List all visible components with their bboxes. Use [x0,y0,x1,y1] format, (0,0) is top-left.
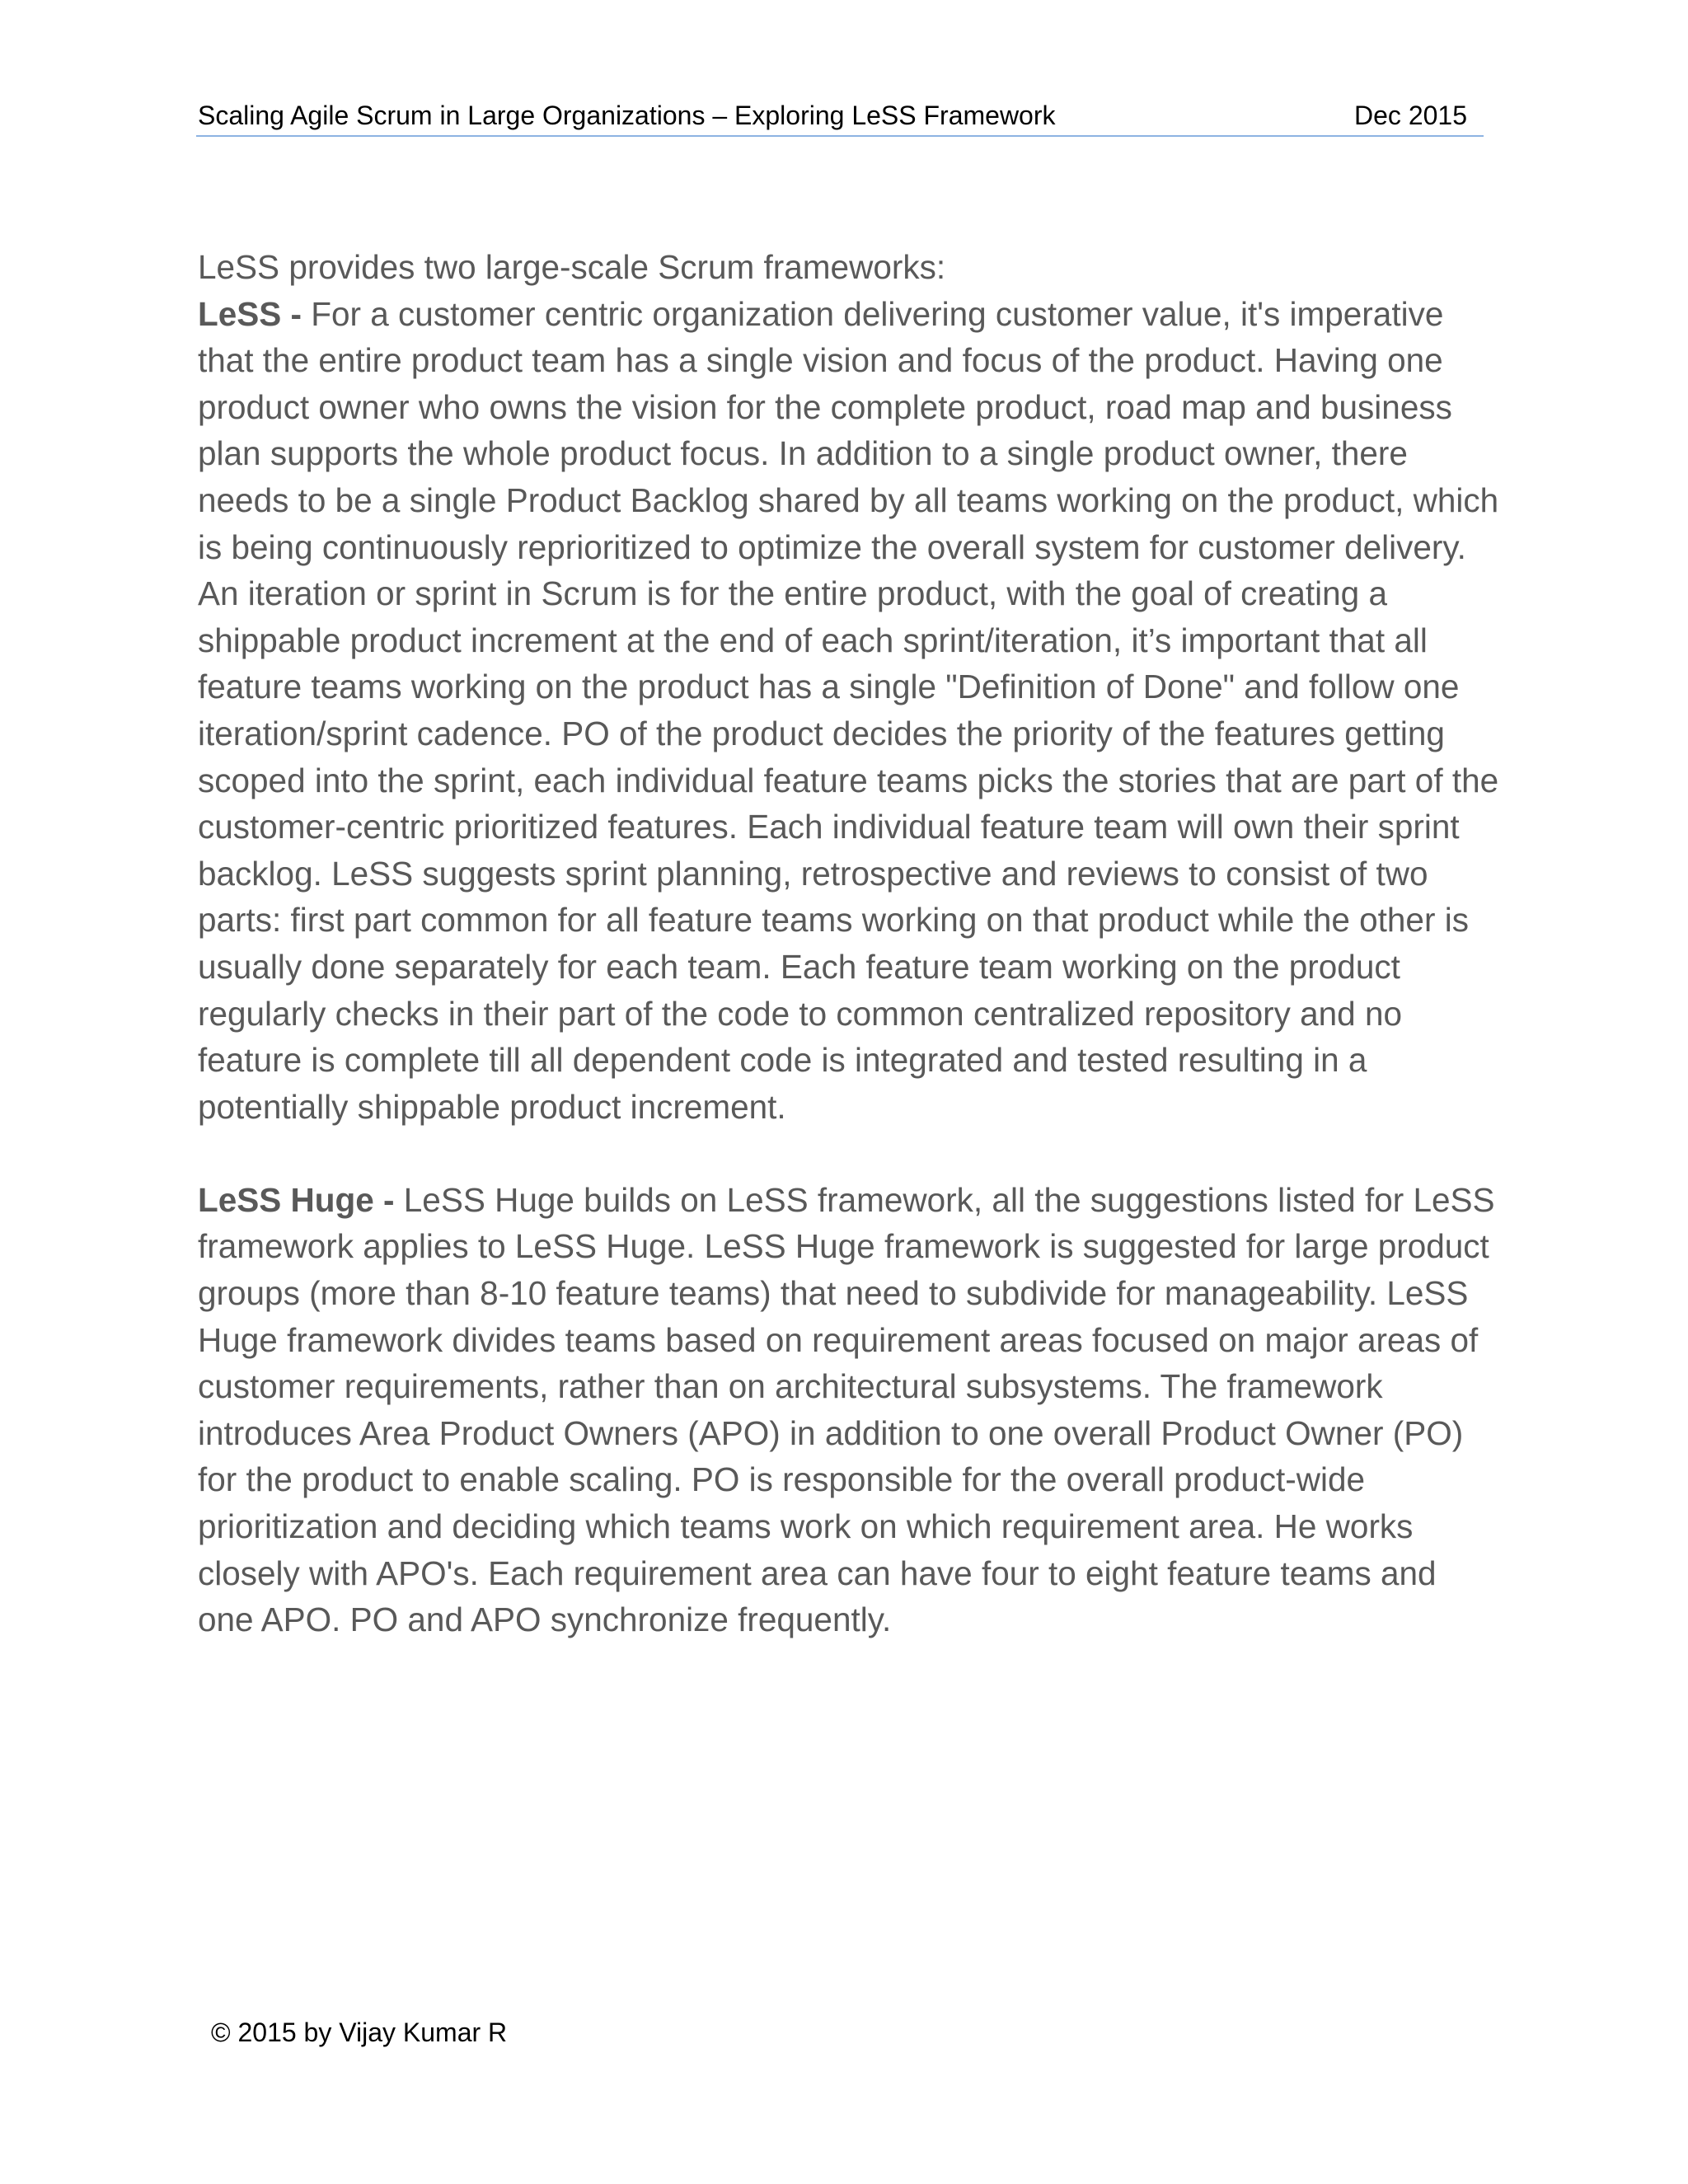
page-header [196,97,1484,137]
document-body [198,244,1500,1643]
header-date: Dec 2015 [1354,101,1467,130]
intro-paragraph: LeSS provides two large-scale Scrum frameworks: [198,248,946,286]
less-term: LeSS - [198,294,302,333]
header-title: Scaling Agile Scrum in Large Organizations – Exploring LeSS Framework [198,101,1056,130]
less-description: For a customer centric organization delivering customer value, it's imperative that the entire product team has a single vision and focus of the product. Having one product owner who owns the vision for the complete product, road map and business plan supports the whole product focus. In addition to a single product owner, there needs to be a single Product Backlog shared by all teams working on the product, which is being continuously reprioritized to optimize the overall system for customer delivery. An iteration or sprint in Scrum is for the entire product, with the goal of creating a shippable product increment at the end of each sprint/iteration, it’s important that all feature teams working on the product has a single "Definition of Done" and follow one iteration/sprint cadence. PO of the product decides the priority of the features getting scoped into the sprint, each individual feature teams picks the stories that are part of the customer-centric prioritized features. Each individual feature team will own their sprint backlog. LeSS suggests sprint planning, retrospective and reviews to consist of two parts: first part common for all feature teams working on that product while the other is usually done separately for each team. Each feature team working on the product regularly checks in their part of the code to common centralized repository and no feature is complete till all dependent code is integrated and tested resulting in a potentially shippable product increment. [198,294,1499,1126]
less-huge-paragraph [198,1177,1500,1643]
less-paragraph [198,291,1500,1131]
less-huge-term: LeSS Huge - [198,1180,395,1219]
paragraph-spacer [198,1130,1500,1177]
page-footer: © 2015 by Vijay Kumar R [211,2018,508,2047]
less-huge-description: LeSS Huge builds on LeSS framework, all the suggestions listed for LeSS framework applies to LeSS Huge. LeSS Huge framework is suggested for large product groups (more than 8-10 feature teams) that need to subdivide for manageability. LeSS Huge framework divides teams based on requirement areas focused on major areas of customer requirements, rather than on architectural subsystems. The framework introduces Area Product Owners (APO) in addition to one overall Product Owner (PO) for the product to enable scaling. PO is responsible for the overall product-wide prioritization and deciding which teams work on which requirement area. He works closely with APO's. Each requirement area can have four to eight feature teams and one APO. PO and APO synchronize frequently. [198,1180,1495,1639]
